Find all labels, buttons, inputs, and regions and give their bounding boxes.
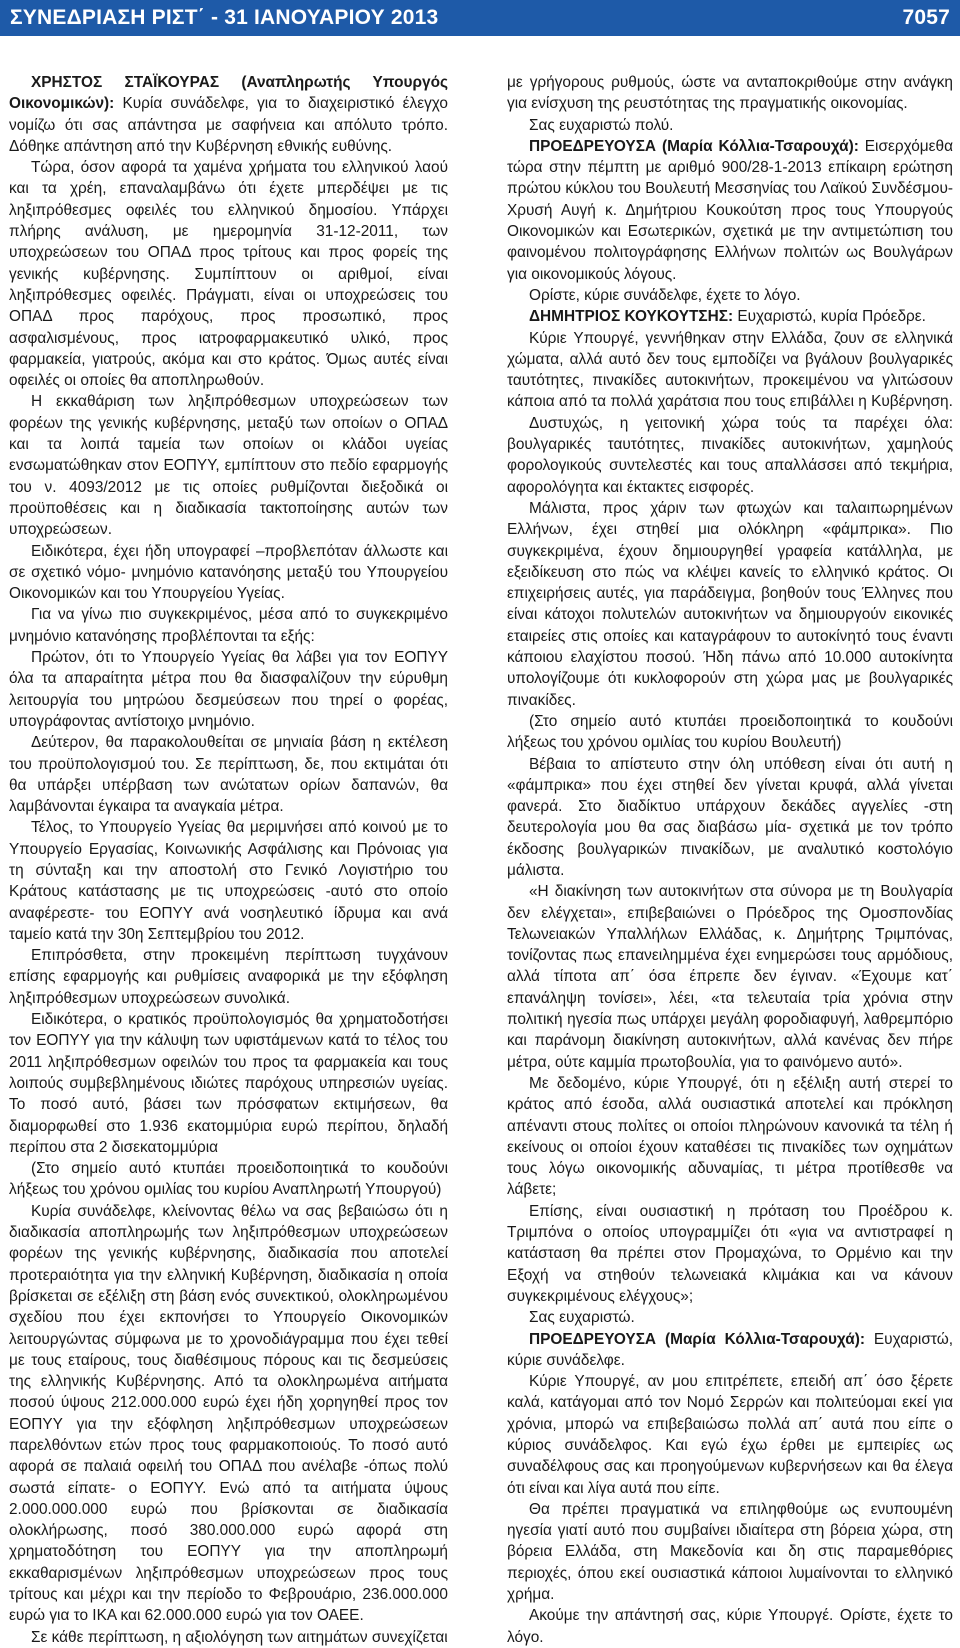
paragraph	[507, 1329, 953, 1372]
paragraph	[507, 1201, 953, 1307]
paragraph	[9, 604, 448, 647]
page-number: 7057	[902, 6, 950, 29]
text-columns	[0, 72, 960, 1648]
paragraph	[507, 285, 953, 306]
paragraph	[9, 72, 448, 157]
paragraph-text: Τέλος, το Υπουργείο Υγείας θα μεριμνήσει από κοινού με το Υπουργείο Εργασίας, Κοινωνικής Ασφάλισης και Πρόνοιας για τη σύνταξη και την αποστολή στο Γενικό Λογιστήριο του Κράτους κατάστασης με τις υποχρεώσεις -αυτό στο οποίο αναφέρεστε- του ΕΟΠΥΥ ανά νοσηλευτικό ίδρυμα και ανά ταμείο κατά την 30η Σεπτεμβρίου του 2012.	[9, 819, 448, 943]
paragraph-text: Βέβαια το απίστευτο στην όλη υπόθεση είναι ότι αυτή η «φάμπρικα» που έχει στηθεί δεν γίνεται κρυφά, αλλά γίνεται φανερά. Στο διαδίκτυο υπάρχουν δεκάδες αγγελίες -στη δευτερολογία μου θα σας διαβάσω μία- σχετικά με τον τρόπο έκδοσης βουλγαρικών πινακίδων, με αναλυτικό κοστολόγιο μάλιστα.	[507, 755, 953, 879]
paragraph-text: Με δεδομένο, κύριε Υπουργέ, ότι η εξέλιξη αυτή στερεί το κράτος από έσοδα, αλλά ουσιαστικά αποτελεί και πρόκληση απέναντι στους πολίτες οι οποίοι πληρώνουν κανονικά τα τέλη ή εκείνους οι οποίοι έχουν καταθέσει τις πινακίδες των οχημάτων τους λόγω οικονομικής αδυναμίας, τι μέτρα προτίθεσθε να λάβετε;	[507, 1074, 953, 1199]
paragraph	[507, 498, 953, 711]
paragraph	[9, 157, 448, 391]
paragraph	[9, 1009, 448, 1158]
paragraph	[507, 413, 953, 498]
paragraph-text: Σας ευχαριστώ πολύ.	[529, 116, 674, 134]
paragraph-text: Επιπρόσθετα, στην προκειμένη περίπτωση τυγχάνουν επίσης εφαρμογής και ρυθμίσεις αναφορικά με την εξόφληση ληξιπρόθεσμων υποχρεώσεων συνολικά.	[9, 947, 448, 1007]
right-column	[507, 72, 953, 1648]
paragraph-text: Η εκκαθάριση των ληξιπρόθεσμων υποχρεώσεων των φορέων της γενικής κυβέρνησης, μεταξύ των οποίων ο ΟΠΑΔ και τα λοιπά ταμεία των οποίων οι κλάδοι υγείας ενσωματώθηκαν στον ΕΟΠΥΥ, εμπίπτουν στο πεδίο εφαρμογής του ν. 4093/2012 με τις οποίες ρυθμίζονται διεξοδικά οι προϋποθέσεις και η διαδικασία τακτοποίησης αυτών των υποχρεώσεων.	[9, 393, 448, 539]
paragraph-text: Θα πρέπει πραγματικά να επιληφθούμε ως ενυπουμένη ηγεσία γιατί αυτό που συμβαίνει ιδιαίτερα στη βόρεια χώρα, στη βόρεια Ελλάδα, στη Μακεδονία και δη στις παραμεθόριες περιοχές, όπου εκεί ουσιαστικά κάποιοι λυμαίνονται το ελληνικό χρήμα.	[507, 1500, 953, 1604]
paragraph-text: Κύριε Υπουργέ, γεννήθηκαν στην Ελλάδα, ζουν σε ελληνικά χώματα, αλλά αυτό δεν τους εμποδίζει να βγάλουν βουλγαρικές ταυτότητες, πινακίδες αυτοκινήτων, προκειμένου να γλιτώσουν κάποια από τα πολλά χαράτσια που τους επιβάλλει η Κυβέρνηση.	[507, 329, 953, 411]
speaker-name: ΠΡΟΕΔΡΕΥΟΥΣΑ (Μαρία Κόλλια-Τσαρουχά):	[529, 137, 859, 155]
paragraph-text: Για να γίνω πιο συγκεκριμένος, μέσα από το συγκεκριμένο μνημόνιο κατανόησης προβλέπονται τα εξής:	[9, 606, 448, 645]
paragraph-text: (Στο σημείο αυτό κτυπάει προειδοποιητικά το κουδούνι λήξεως του χρόνου ομιλίας του κυρίου Βουλευτή)	[507, 712, 953, 752]
paragraph-text: Ευχαριστώ, κυρία Πρόεδρε.	[733, 308, 926, 326]
paragraph	[507, 115, 953, 136]
paragraph	[9, 541, 448, 605]
paragraph-text: Σας ευχαριστώ.	[529, 1309, 635, 1327]
paragraph	[9, 1201, 448, 1627]
paragraph	[507, 1073, 953, 1201]
paragraph-text: Πρώτον, ότι το Υπουργείο Υγείας θα λάβει για τον ΕΟΠΥΥ όλα τα απαραίτητα μέτρα που θα διασφαλίζουν την εύρυθμη λειτουργία του μητρώου δεσμεύσεων που τηρεί ο φορέας, υπογράφοντας αντίστοιχο μνημόνιο.	[9, 649, 448, 730]
speaker-name: ΔΗΜΗΤΡΙΟΣ ΚΟΥΚΟΥΤΣΗΣ:	[529, 308, 734, 326]
paragraph	[507, 1499, 953, 1605]
paragraph-text: Εισερχόμεθα τώρα στην πέμπτη με αριθμό 900/28-1-2013 επίκαιρη ερώτηση πρώτου κύκλου του Βουλευτή Μεσσηνίας του Λαϊκού Συνδέσμου-Χρυσή Αυγή κ. Δημήτριου Κουκούτση προς τους Υπουργούς Οικονομικών και Εσωτερικών, σχετικά με την αντιμετώπιση του φαινομένου πολιτογράφησης Ελλήνων πολιτών ως Βουλγάρων για οικονομικούς λόγους.	[507, 137, 953, 283]
paragraph-text: Κύριε Υπουργέ, αν μου επιτρέπετε, επειδή απ΄ όσο ξέρετε καλά, κατάγομαι από τον Νομό Σερρών και πολιτεύομαι εκεί για χρόνια, μπορώ να επιβεβαιώσω πολλά απ΄ αυτά που είπε ο κύριος συνάδελφος. Και εγώ έχω έρθει με εμπειρίες ως συναδέλφους σας και προηγούμενων κυβερνήσεων και θα έλεγα ότι είναι και λίγα αυτά που είπε.	[507, 1373, 953, 1497]
session-title: ΣΥΝΕΔΡΙΑΣΗ ΡΙΣΤ΄ - 31 ΙΑΝΟΥΑΡΙΟΥ 2013	[10, 6, 439, 29]
left-column	[0, 72, 448, 1648]
paragraph-text: Ειδικότερα, ο κρατικός προϋπολογισμός θα χρηματοδοτήσει τον ΕΟΠΥΥ για την κάλυψη των υφιστάμενων κατά το τέλος του 2011 ληξιπρόθεσμων οφειλών του προς τα φαρμακεία και τους λοιπούς συμβεβλημένους ιδιώτες παρόχους υπηρεσιών υγείας. Το ποσό αυτό, βάσει των πρόσφατων εκτιμήσεων, θα διαμορφωθεί στο 1.936 εκατομμύρια ευρώ περίπου, δηλαδή περίπου στα 2 δισεκατομμύρια	[9, 1011, 448, 1156]
speaker-name: ΧΡΗΣΤΟΣ ΣΤΑΪΚΟΥΡΑΣ (Αναπληρωτής Υπουργός Οικονομικών):	[9, 74, 448, 113]
paragraph-text: Ειδικότερα, έχει ήδη υπογραφεί –προβλεπόταν άλλωστε και σε σχετικό νόμο- μνημόνιο κατανόησης μεταξύ του Υπουργείου Οικονομικών και του Υπουργείου Υγείας.	[9, 542, 448, 603]
paragraph	[507, 1605, 953, 1648]
paragraph-text: Ορίστε, κύριε συνάδελφε, έχετε το λόγο.	[529, 286, 801, 304]
paragraph	[507, 328, 953, 413]
paragraph	[9, 945, 448, 1009]
paragraph	[507, 711, 953, 754]
paragraph	[9, 647, 448, 732]
paragraph-text: Μάλιστα, προς χάριν των φτωχών και ταλαιπωρημένων Ελλήνων, έχει στηθεί μια ολόκληρη «φάμπρικα». Πιο συγκεκριμένα, έχουν δημιουργηθεί γραφεία κατάλληλα, με εξειδίκευση στο πώς να κλέψει κανείς το ελληνικό κράτος. Οι επιχειρήσεις αυτές, για παράδειγμα, βοηθούν τους Έλληνες που είναι κάτοχοι πολυτελών αυτοκινήτων να δημιουργούν εικονικές εταιρείες στις οποίες και καταγράφουν το αυτοκίνητό τους έναντι κάποιου ελαχίστου ποσού. Ήδη πάνω από 10.000 αυτοκίνητα υπολογίζουμε ότι κυκλοφορούν στη χώρα μας με βουλγαρικές πινακίδες.	[507, 499, 953, 709]
paragraph	[9, 1158, 448, 1201]
paragraph-text: Ακούμε την απάντησή σας, κύριε Υπουργέ. Ορίστε, έχετε το λόγο.	[507, 1607, 953, 1646]
paragraph-text: Δυστυχώς, η γειτονική χώρα τούς τα παρέχει όλα: βουλγαρικές ταυτότητες, πινακίδες αυτοκινήτων, χαμηλούς φορολογικούς συντελεστές και τους απαλλάσσει από τεκμήρια, αφορολόγητα και έκτακτες εισφορές.	[507, 414, 953, 496]
paragraph-text: (Στο σημείο αυτό κτυπάει προειδοποιητικά το κουδούνι λήξεως του χρόνου ομιλίας του κυρίου Αναπληρωτή Υπουργού)	[9, 1160, 448, 1199]
paragraph-text: Κυρία συνάδελφε, για το διαχειριστικό έλεγχο νομίζω ότι σας απάντησα με σαφήνεια και απόλυτο τρόπο. Δόθηκε απάντηση από την Κυβέρνηση εθνικής ευθύνης.	[9, 95, 448, 155]
paragraph	[507, 1371, 953, 1499]
paragraph-text: «Η διακίνηση των αυτοκινήτων στα σύνορα με τη Βουλγαρία δεν ελέγχεται», επιβεβαιώνει ο Πρόεδρος της Ομοσπονδίας Τελωνειακών Υπαλλήλων Ελλάδας, κ. Δημήτρης Τριμπόνας, τονίζοντας πως επανειλημμένα έχει ενημερώσει τους αρμόδιους, αλλά τίποτα απ΄ όσα έπρεπε δεν έγιναν. «Έχουμε κατ΄ επανάληψη τονίσει», λέει, «τα τελευταία τρία χρόνια στην πολιτική ηγεσία πως υπάρχει μεγάλη φοροδιαφυγή, λαθρεμπόριο και παράνομη διακίνηση αυτοκινήτων, αλλά κανένας δεν πήρε μέτρα, ούτε καμμία πρωτοβουλία, για το φαινόμενο αυτό».	[507, 883, 953, 1071]
page-header	[0, 0, 960, 36]
paragraph	[9, 1627, 448, 1648]
paragraph	[507, 72, 953, 115]
paragraph	[507, 881, 953, 1073]
speaker-name: ΠΡΟΕΔΡΕΥΟΥΣΑ (Μαρία Κόλλια-Τσαρουχά):	[529, 1330, 865, 1348]
paragraph	[507, 136, 953, 285]
paragraph-text: Ευχαριστώ, κύριε συνάδελφε.	[507, 1330, 953, 1369]
paragraph-text: Επίσης, είναι ουσιαστική η πρόταση του Προέδρου κ. Τριμπόνα ο οποίος υπογραμμίζει ότι «για να αντιστραφεί η κατάσταση θα πρέπει στον Προμαχώνα, το Ορμένιο και την Εξοχή να στηθούν τελωνειακά κλιμάκια και να κάνουν συγκεκριμένους ελέγχους»;	[507, 1202, 953, 1305]
paragraph-text: Δεύτερον, θα παρακολουθείται σε μηνιαία βάση η εκτέλεση του προϋπολογισμού του. Σε περίπτωση, δε, που εκτιμάται ότι θα υπάρξει υπέρβαση των ανώτατων ορίων δαπανών, θα λαμβάνονται έγκαιρα τα αναγκαία μέτρα.	[9, 734, 448, 816]
paragraph	[9, 391, 448, 540]
paragraph-text: Κυρία συνάδελφε, κλείνοντας θέλω να σας βεβαιώσω ότι η διαδικασία αποπληρωμής των ληξιπρόθεσμων υποχρεώσεων φορέων της γενικής κυβέρνησης, διαδικασία που αποτελεί προτεραιότητα για την ελληνική Κυβέρνηση, διαδικασία η οποία βρίσκεται σε εξέλιξη στη βάση ενός συνεκτικού, ολοκληρωμένου σχεδίου που έχει εκπονήσει το Υπουργείο Οικονομικών λειτουργώντας σύμφωνα με το χρονοδιάγραμμα που έχει τεθεί με τους εταίρους, τους διαθέσιμους πόρους και τις δεσμεύσεις της ελληνικής Κυβέρνησης. Από τα ολοκληρωμένα αιτήματα ποσού ύψους 212.000.000 ευρώ έχει ήδη χορηγηθεί προς τον ΕΟΠΥΥ για την εξόφληση ληξιπρόθεσμων υποχρεώσεων παρελθόντων ετών προς τους φαρμακοποιούς. Το ποσό αυτό αφορά σε παλαιά οφειλή του ΟΠΑΔ που ανέλαβε -όπως πολύ σωστά είπατε- ο ΕΟΠΥΥ. Ενώ από τα αιτήματα ύψους 2.000.000.000 ευρώ που βρίσκονται σε διαδικασία ολοκλήρωσης, ποσό 380.000.000 ευρώ αφορά στη χρηματοδότηση του ΕΟΠΥΥ για την αποπληρωμή εκκαθαρισμένων ληξιπρόθεσμων υποχρεώσεων προς τους τρίτους και μέχρι και την περίοδο το Φεβρουάριο, 236.000.000 ευρώ για το ΙΚΑ και 62.000.000 ευρώ για τον ΟΑΕΕ.	[9, 1202, 448, 1625]
paragraph-text: Τώρα, όσον αφορά τα χαμένα χρήματα του ελληνικού λαού και τα χρέη, επαναλαμβάνω ότι έχετε μπερδέψει με τις ληξιπρόθεσμες οφειλές του ελληνικού δημοσίου. Υπάρχει πλήρης ανάλυση, με ημερομηνία 31-12-2011, των υποχρεώσεων του ΟΠΑΔ προς τρίτους και προς φορείς της γενικής κυβέρνησης. Συμπίπτουν οι αριθμοί, είναι ληξιπρόθεσμες οφειλές. Πράγματι, είναι οι υποχρεώσεις του ΟΠΑΔ προς παρόχους, προς προσωπικό, προς ασφαλισμένους, προς ιατροφαρμακευτικό υλικό, προς φαρμακεία, γιατρούς, ακόμα και στο κράτος. Όμως αυτές είναι οφειλές οι οποίες θα αποπληρωθούν.	[9, 159, 448, 390]
paragraph	[507, 754, 953, 882]
paragraph-text: Σε κάθε περίπτωση, η αξιολόγηση των αιτημάτων συνεχίζεται	[31, 1628, 448, 1646]
paragraph	[9, 732, 448, 817]
paragraph	[507, 1307, 953, 1328]
paragraph	[507, 306, 953, 327]
paragraph	[9, 817, 448, 945]
paragraph-text: με γρήγορους ρυθμούς, ώστε να ανταποκριθούμε στην ανάγκη για ενίσχυση της ρευστότητας της πραγματικής οικονομίας.	[507, 74, 953, 113]
